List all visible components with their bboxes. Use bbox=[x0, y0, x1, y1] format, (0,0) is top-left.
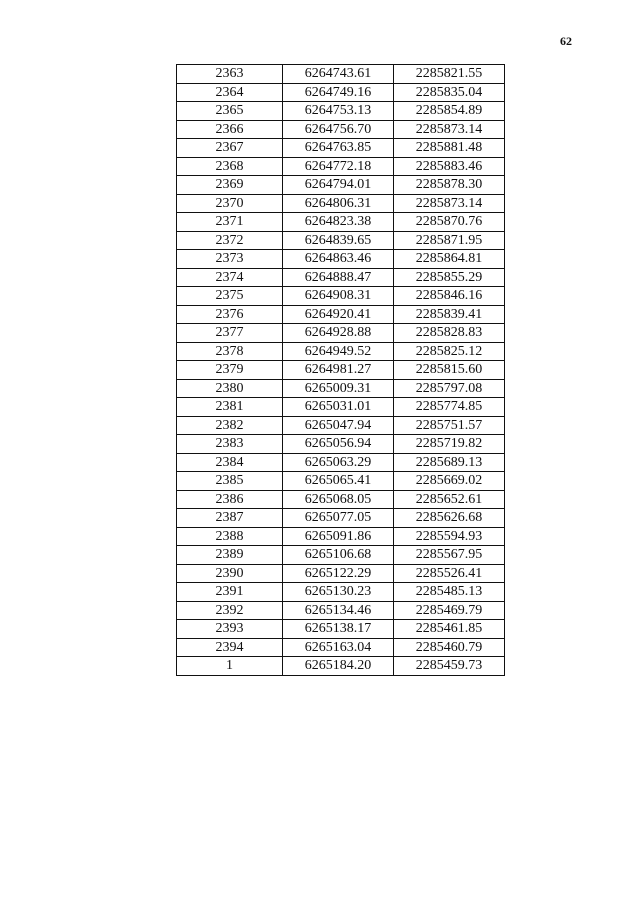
table-row bbox=[177, 176, 505, 195]
x-coordinate-cell: 6264794.01 bbox=[283, 176, 394, 195]
point-number-cell: 2374 bbox=[177, 268, 283, 287]
y-coordinate-cell: 2285835.04 bbox=[394, 83, 505, 102]
point-number-cell: 2380 bbox=[177, 379, 283, 398]
x-coordinate-cell: 6265134.46 bbox=[283, 601, 394, 620]
table-row bbox=[177, 527, 505, 546]
y-coordinate-cell: 2285460.79 bbox=[394, 638, 505, 657]
y-coordinate-cell: 2285878.30 bbox=[394, 176, 505, 195]
x-coordinate-cell: 6265065.41 bbox=[283, 472, 394, 491]
y-coordinate-cell: 2285873.14 bbox=[394, 120, 505, 139]
point-number-cell: 2387 bbox=[177, 509, 283, 528]
point-number-cell: 2379 bbox=[177, 361, 283, 380]
table-row bbox=[177, 435, 505, 454]
table-row bbox=[177, 657, 505, 676]
x-coordinate-cell: 6264928.88 bbox=[283, 324, 394, 343]
point-number-cell: 2384 bbox=[177, 453, 283, 472]
y-coordinate-cell: 2285459.73 bbox=[394, 657, 505, 676]
table-row bbox=[177, 638, 505, 657]
point-number-cell: 1 bbox=[177, 657, 283, 676]
y-coordinate-cell: 2285855.29 bbox=[394, 268, 505, 287]
x-coordinate-cell: 6265184.20 bbox=[283, 657, 394, 676]
table-row bbox=[177, 620, 505, 639]
point-number-cell: 2367 bbox=[177, 139, 283, 158]
x-coordinate-cell: 6264908.31 bbox=[283, 287, 394, 306]
y-coordinate-cell: 2285485.13 bbox=[394, 583, 505, 602]
y-coordinate-cell: 2285652.61 bbox=[394, 490, 505, 509]
y-coordinate-cell: 2285774.85 bbox=[394, 398, 505, 417]
x-coordinate-cell: 6265163.04 bbox=[283, 638, 394, 657]
x-coordinate-cell: 6265031.01 bbox=[283, 398, 394, 417]
y-coordinate-cell: 2285854.89 bbox=[394, 102, 505, 121]
point-number-cell: 2386 bbox=[177, 490, 283, 509]
table-row bbox=[177, 324, 505, 343]
y-coordinate-cell: 2285526.41 bbox=[394, 564, 505, 583]
x-coordinate-cell: 6265122.29 bbox=[283, 564, 394, 583]
table-row bbox=[177, 120, 505, 139]
y-coordinate-cell: 2285815.60 bbox=[394, 361, 505, 380]
coordinates-table bbox=[176, 64, 505, 676]
table-row bbox=[177, 139, 505, 158]
table-row bbox=[177, 305, 505, 324]
table-row bbox=[177, 416, 505, 435]
y-coordinate-cell: 2285846.16 bbox=[394, 287, 505, 306]
point-number-cell: 2388 bbox=[177, 527, 283, 546]
point-number-cell: 2394 bbox=[177, 638, 283, 657]
point-number-cell: 2364 bbox=[177, 83, 283, 102]
y-coordinate-cell: 2285751.57 bbox=[394, 416, 505, 435]
table-row bbox=[177, 379, 505, 398]
y-coordinate-cell: 2285828.83 bbox=[394, 324, 505, 343]
point-number-cell: 2377 bbox=[177, 324, 283, 343]
point-number-cell: 2376 bbox=[177, 305, 283, 324]
x-coordinate-cell: 6265091.86 bbox=[283, 527, 394, 546]
table-row bbox=[177, 509, 505, 528]
table-row bbox=[177, 583, 505, 602]
table-row bbox=[177, 213, 505, 232]
y-coordinate-cell: 2285825.12 bbox=[394, 342, 505, 361]
coordinates-table-body bbox=[177, 65, 505, 676]
x-coordinate-cell: 6264753.13 bbox=[283, 102, 394, 121]
x-coordinate-cell: 6265063.29 bbox=[283, 453, 394, 472]
table-row bbox=[177, 546, 505, 565]
x-coordinate-cell: 6264806.31 bbox=[283, 194, 394, 213]
y-coordinate-cell: 2285839.41 bbox=[394, 305, 505, 324]
point-number-cell: 2382 bbox=[177, 416, 283, 435]
table-row bbox=[177, 65, 505, 84]
table-row bbox=[177, 83, 505, 102]
y-coordinate-cell: 2285881.48 bbox=[394, 139, 505, 158]
table-row bbox=[177, 268, 505, 287]
y-coordinate-cell: 2285870.76 bbox=[394, 213, 505, 232]
table-row bbox=[177, 342, 505, 361]
x-coordinate-cell: 6264749.16 bbox=[283, 83, 394, 102]
table-row bbox=[177, 472, 505, 491]
x-coordinate-cell: 6265106.68 bbox=[283, 546, 394, 565]
point-number-cell: 2373 bbox=[177, 250, 283, 269]
point-number-cell: 2366 bbox=[177, 120, 283, 139]
point-number-cell: 2372 bbox=[177, 231, 283, 250]
x-coordinate-cell: 6265077.05 bbox=[283, 509, 394, 528]
table-row bbox=[177, 250, 505, 269]
point-number-cell: 2370 bbox=[177, 194, 283, 213]
y-coordinate-cell: 2285797.08 bbox=[394, 379, 505, 398]
x-coordinate-cell: 6264920.41 bbox=[283, 305, 394, 324]
y-coordinate-cell: 2285873.14 bbox=[394, 194, 505, 213]
point-number-cell: 2371 bbox=[177, 213, 283, 232]
y-coordinate-cell: 2285461.85 bbox=[394, 620, 505, 639]
y-coordinate-cell: 2285864.81 bbox=[394, 250, 505, 269]
x-coordinate-cell: 6264743.61 bbox=[283, 65, 394, 84]
y-coordinate-cell: 2285469.79 bbox=[394, 601, 505, 620]
point-number-cell: 2375 bbox=[177, 287, 283, 306]
y-coordinate-cell: 2285883.46 bbox=[394, 157, 505, 176]
table-row bbox=[177, 490, 505, 509]
point-number-cell: 2390 bbox=[177, 564, 283, 583]
x-coordinate-cell: 6265130.23 bbox=[283, 583, 394, 602]
page-number: 62 bbox=[560, 34, 572, 48]
y-coordinate-cell: 2285719.82 bbox=[394, 435, 505, 454]
y-coordinate-cell: 2285821.55 bbox=[394, 65, 505, 84]
point-number-cell: 2392 bbox=[177, 601, 283, 620]
x-coordinate-cell: 6265047.94 bbox=[283, 416, 394, 435]
point-number-cell: 2368 bbox=[177, 157, 283, 176]
point-number-cell: 2381 bbox=[177, 398, 283, 417]
point-number-cell: 2369 bbox=[177, 176, 283, 195]
point-number-cell: 2385 bbox=[177, 472, 283, 491]
x-coordinate-cell: 6264763.85 bbox=[283, 139, 394, 158]
table-row bbox=[177, 398, 505, 417]
table-row bbox=[177, 453, 505, 472]
x-coordinate-cell: 6264863.46 bbox=[283, 250, 394, 269]
table-row bbox=[177, 194, 505, 213]
table-row bbox=[177, 287, 505, 306]
x-coordinate-cell: 6264756.70 bbox=[283, 120, 394, 139]
x-coordinate-cell: 6264981.27 bbox=[283, 361, 394, 380]
point-number-cell: 2378 bbox=[177, 342, 283, 361]
x-coordinate-cell: 6264949.52 bbox=[283, 342, 394, 361]
point-number-cell: 2383 bbox=[177, 435, 283, 454]
point-number-cell: 2363 bbox=[177, 65, 283, 84]
y-coordinate-cell: 2285594.93 bbox=[394, 527, 505, 546]
x-coordinate-cell: 6265138.17 bbox=[283, 620, 394, 639]
point-number-cell: 2391 bbox=[177, 583, 283, 602]
table-row bbox=[177, 102, 505, 121]
x-coordinate-cell: 6265056.94 bbox=[283, 435, 394, 454]
x-coordinate-cell: 6265068.05 bbox=[283, 490, 394, 509]
table-row bbox=[177, 231, 505, 250]
x-coordinate-cell: 6265009.31 bbox=[283, 379, 394, 398]
y-coordinate-cell: 2285626.68 bbox=[394, 509, 505, 528]
y-coordinate-cell: 2285871.95 bbox=[394, 231, 505, 250]
table-row bbox=[177, 361, 505, 380]
point-number-cell: 2389 bbox=[177, 546, 283, 565]
x-coordinate-cell: 6264888.47 bbox=[283, 268, 394, 287]
point-number-cell: 2365 bbox=[177, 102, 283, 121]
x-coordinate-cell: 6264823.38 bbox=[283, 213, 394, 232]
table-row bbox=[177, 564, 505, 583]
table-row bbox=[177, 157, 505, 176]
point-number-cell: 2393 bbox=[177, 620, 283, 639]
y-coordinate-cell: 2285567.95 bbox=[394, 546, 505, 565]
y-coordinate-cell: 2285669.02 bbox=[394, 472, 505, 491]
table-row bbox=[177, 601, 505, 620]
x-coordinate-cell: 6264839.65 bbox=[283, 231, 394, 250]
x-coordinate-cell: 6264772.18 bbox=[283, 157, 394, 176]
y-coordinate-cell: 2285689.13 bbox=[394, 453, 505, 472]
